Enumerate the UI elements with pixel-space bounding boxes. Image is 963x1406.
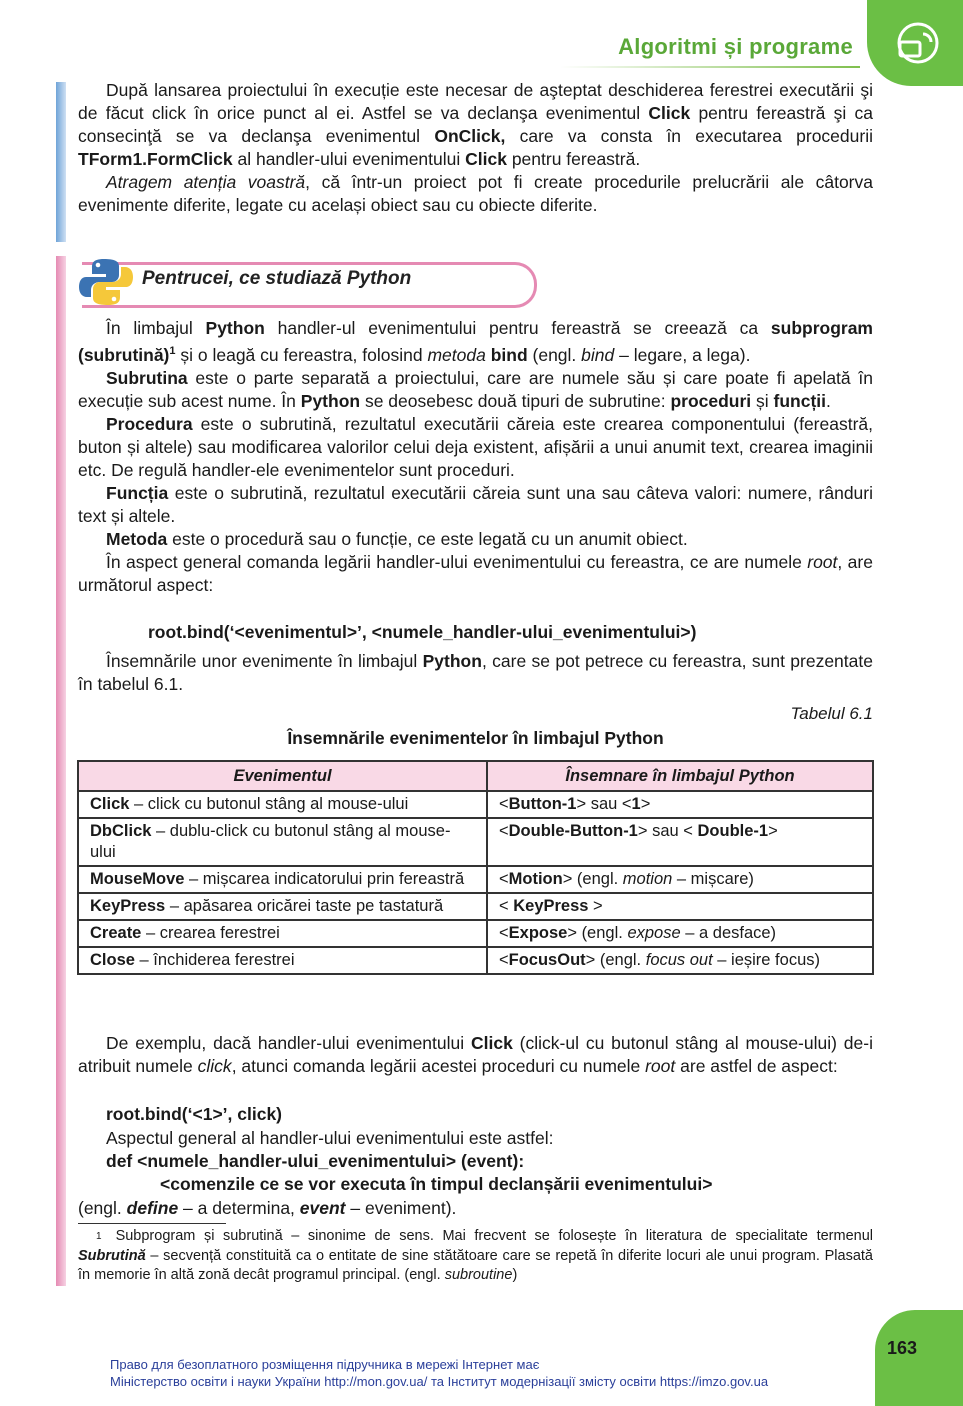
table-row <box>78 947 873 974</box>
event-cell: Click – click cu butonul stâng al mouse-ului <box>78 791 487 818</box>
table-header-row <box>78 761 873 791</box>
table-title: Însemnările evenimentelor în limbajul Python <box>287 728 664 748</box>
intro-paragraph-2: Atragem atenția voastră, că într-un proiect pot fi create procedurile prelucrării ale câtorva evenimente diferite, legate cu același obiect sau cu obiecte diferite. <box>78 172 873 215</box>
code-body-line: <comenzile ce se vor executa în timpul declanșării evenimentului> <box>160 1174 713 1194</box>
table-row <box>78 791 873 818</box>
python-body-section <box>78 317 873 597</box>
table-header-notation: Însemnare în limbajul Python <box>487 761 873 791</box>
after-paragraph-2-wrap <box>106 1127 873 1150</box>
body-paragraph-2: Subrutina este o parte separată a proiectului, care are numele său și care poate fi apelată în execuție sub acest nume. În Python se deosebesc două tipuri de subrutine: proceduri și funcții. <box>78 367 873 411</box>
after-paragraph-2: Aspectul general al handler-ului evenimentului este astfel: <box>106 1128 554 1148</box>
python-logo-icon <box>78 256 134 308</box>
events-table <box>77 760 874 975</box>
side-bar-blue <box>56 82 66 242</box>
event-cell: Create – crearea ferestrei <box>78 920 487 947</box>
event-cell: Close – închiderea ferestrei <box>78 947 487 974</box>
body-paragraph-6: În aspect general comanda legării handler-ului evenimentului cu fereastra, ce are numele root, are următorul aspect: <box>78 551 873 595</box>
intro-paragraph-1: După lansarea proiectului în execuție este necesar de aşteptat deschiderea ferestrei executării şi de făcut click în orice punct al ei. Astfel se va declanşa evenimentul Click pentru fereastră şi ca consecinţă se va declanşa evenimentul OnClick, care va consta în executarea procedurii TForm1.FormClick al handler-ului evenimentului Click pentru fereastră. <box>78 80 874 169</box>
body-paragraph-1: În limbajul Python handler-ul evenimentului pentru fereastră se creează ca subprogram (subrutină)$^1$ și o leagă cu fereastra, folosind metoda bind (engl. bind – legare, a lega). <box>78 318 873 365</box>
notation-cell: <Double-Button-1> sau < Double-1> <box>487 818 873 866</box>
after-table-section <box>78 1032 873 1078</box>
computer-icon <box>895 20 941 66</box>
notation-cell: < KeyPress > <box>487 893 873 920</box>
event-cell: KeyPress – apăsarea oricărei taste pe tastatură <box>78 893 487 920</box>
notation-cell: <FocusOut> (engl. focus out – ieșire focus) <box>487 947 873 974</box>
table-row <box>78 920 873 947</box>
rights-note-line-1: Право для безоплатного розміщення підручника в мережі Інтернет має <box>110 1357 540 1372</box>
event-cell: MouseMove – mișcarea indicatorului prin fereastră <box>78 866 487 893</box>
after-paragraph-1: De exemplu, dacă handler-ului evenimentului Click (click-ul cu butonul stâng al mouse-ului) de-i atribuit numele click, atunci comanda legării acestei proceduri cu numele root are astfel de aspect: <box>78 1033 873 1076</box>
table-row <box>78 818 873 866</box>
python-banner-title: Pentrucei, ce studiază Python <box>142 268 412 289</box>
after-paragraph-3-wrap <box>78 1197 873 1220</box>
code-def-line: def <numele_handler-ului_evenimentului> (event): <box>106 1151 525 1171</box>
after-paragraph-3: (engl. define – a determina, event – eveniment). <box>78 1198 457 1218</box>
intro-section <box>78 79 873 217</box>
table-caption: Tabelul 6.1 <box>790 704 873 723</box>
notation-cell: <Motion> (engl. motion – mișcare) <box>487 866 873 893</box>
code-bind-general: root.bind(‘<evenimentul>’, <numele_handler-ului_evenimentului>) <box>148 622 697 642</box>
body-paragraph-5: Metoda este o procedură sau o funcție, ce este legată cu un anumit obiect. <box>106 528 688 549</box>
header-rule <box>560 66 860 68</box>
rights-note-line-2: Міністерство освіти і науки України http://mon.gov.ua/ та Інститут модернізації змісту освіти https://imzo.gov.ua <box>110 1374 769 1389</box>
notation-cell: <Expose> (engl. expose – a desface) <box>487 920 873 947</box>
body-paragraph-4: Funcția este o subrutină, rezultatul executării căreia sunt una sau câteva valori: numere, rânduri text și altele. <box>78 482 873 526</box>
table-row <box>78 866 873 893</box>
rights-note <box>110 1356 768 1390</box>
notation-cell: <Button-1> sau <1> <box>487 791 873 818</box>
footnote-rule <box>78 1223 226 1224</box>
code-bind-example: root.bind(‘<1>’, click) <box>106 1104 283 1124</box>
side-bar-pink <box>56 256 66 1286</box>
table-header-event: Evenimentul <box>78 761 487 791</box>
body-paragraph-3: Procedura este o subrutină, rezultatul executării căreia este crearea componentului (fereastră, buton și altele) sau modificarea valorilor celui deja existent, afișării a unui anumit text, crearea imaginii etc. De regulă handler-ele evenimentelor sunt proceduri. <box>78 413 873 480</box>
footnote: $^1$ Subprogram și subrutină – sinonime de sens. Mai frecvent se folosește în literatura de specialitate termenul Subrutină – secvență constituită ca o entitate de sine stătătoare care se repetă în diferite locuri ale unui program. Plasată în memorie în altă zonă decât programul principal. (engl. subroutine) <box>78 1228 873 1283</box>
body-paragraph-7-wrap <box>78 650 873 696</box>
table-row <box>78 893 873 920</box>
header-title: Algoritmi și programe <box>618 34 853 59</box>
page-number: 163 <box>886 1338 917 1358</box>
body-paragraph-7: Însemnările unor evenimente în limbajul Python, care se pot petrece cu fereastra, sunt prezentate în tabelul 6.1. <box>78 651 873 694</box>
event-cell: DbClick – dublu-click cu butonul stâng al mouse-ului <box>78 818 487 866</box>
